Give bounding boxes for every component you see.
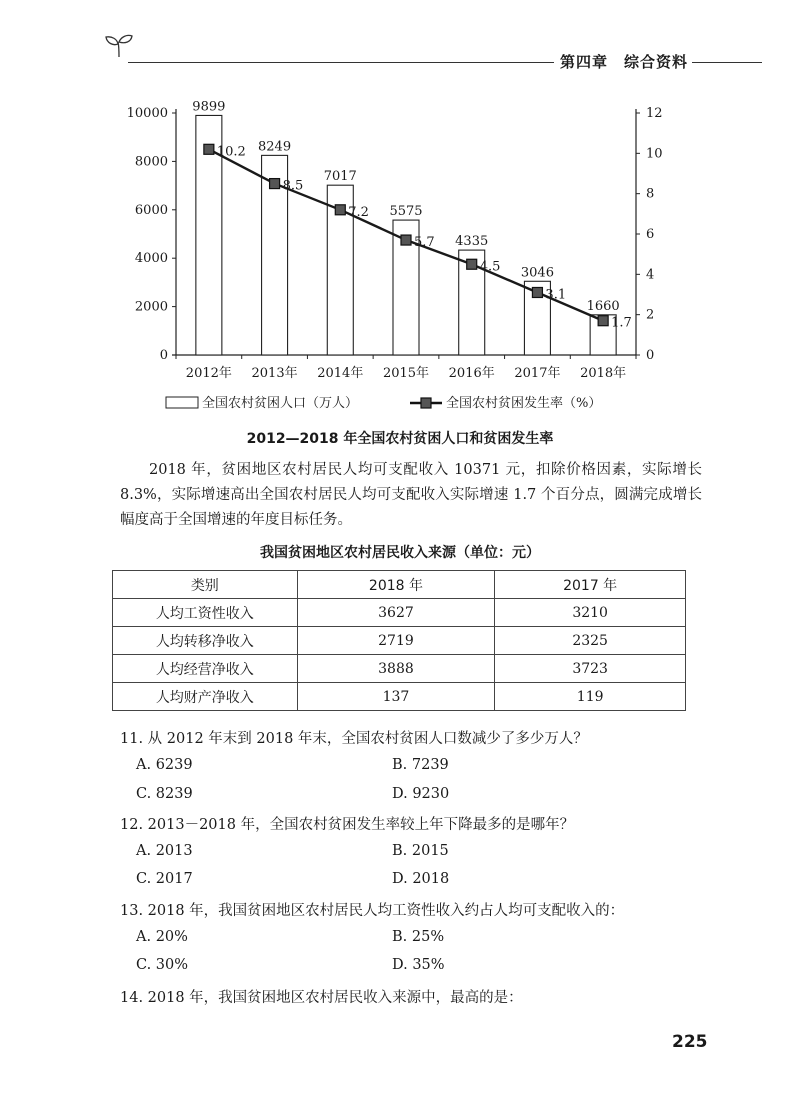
rate-marker [532,287,542,297]
right-tick-label: 2 [646,307,655,323]
rate-marker [467,259,477,269]
page-header [0,0,800,80]
right-tick-label: 6 [646,227,655,242]
legend-bar-label: 全国农村贫困人口（万人） [202,396,359,411]
bar-value-label: 4335 [455,234,489,250]
bar-value-label: 8249 [258,139,292,155]
table-header-cell: 2017 年 [495,571,686,599]
legend-bar-swatch [166,397,198,408]
chapter-title: 第四章 综合资料 [560,53,689,71]
table-row [113,627,686,655]
x-tick-label: 2014年 [317,366,364,381]
bar-value-label: 1660 [586,298,620,314]
table-header-cell: 类别 [113,571,298,599]
question-12-option-b: B. 2015 [392,843,449,859]
table-row [113,599,686,627]
poverty-chart [110,95,663,425]
question-11-option-c: C. 8239 [136,786,193,802]
table-cell: 3210 [495,599,686,627]
table-header-cell: 2018 年 [297,571,495,599]
sprout-icon [104,32,134,58]
x-tick-label: 2013年 [251,366,298,381]
x-tick-label: 2018年 [580,366,627,381]
table-cell: 人均财产净收入 [113,683,298,711]
question-13: 13. 2018 年，我国贫困地区农村居民人均工资性收入约占人均可支配收入的： [120,903,625,919]
question-13-option-d: D. 35% [392,957,445,973]
bar-value-label: 3046 [520,265,554,281]
rate-marker [270,179,280,189]
right-tick-label: 4 [646,267,655,283]
table-row [113,683,686,711]
rate-value-label: 3.1 [545,287,567,303]
legend-line-label: 全国农村贫困发生率（%） [446,396,602,411]
left-tick-label: 6000 [134,202,168,218]
table-cell: 119 [495,683,686,711]
income-table [112,570,686,711]
left-tick-label: 0 [159,348,168,363]
rate-value-label: 1.7 [611,315,632,331]
bar-value-label: 9899 [192,99,226,115]
x-tick-label: 2012年 [185,366,232,381]
table-cell: 3627 [297,599,495,627]
right-tick-label: 0 [646,348,655,363]
table-header-row [113,571,686,599]
rate-marker [401,235,411,245]
x-tick-label: 2016年 [448,366,495,381]
table-cell: 3723 [495,655,686,683]
table-cell: 人均工资性收入 [113,599,298,627]
question-12-option-d: D. 2018 [392,871,450,887]
question-13-option-c: C. 30% [136,957,189,973]
left-tick-label: 2000 [134,299,168,315]
table-row [113,655,686,683]
question-12-option-c: C. 2017 [136,871,193,887]
body-paragraph: 2018 年，贫困地区农村居民人均可支配收入 10371 元，扣除价格因素，实际增长 8.3%，实际增速高出全国农村居民人均可支配收入实际增速 1.7 个百分点，圆满完成增长幅度高于全国增速的年度目标任务。 [120,462,702,528]
rate-marker [598,316,608,326]
page-number: 225 [672,1032,708,1052]
x-tick-label: 2015年 [382,366,430,381]
question-11-option-d: D. 9230 [392,786,450,802]
question-12: 12. 2013－2018 年，全国农村贫困发生率较上年下降最多的是哪年？ [120,817,575,833]
table-cell: 2325 [495,627,686,655]
rate-value-label: 4.5 [479,259,501,275]
chart-title: 2012—2018 年全国农村贫困人口和贫困发生率 [246,431,554,447]
question-13-option-a: A. 20% [136,929,188,945]
table-title: 我国贫困地区农村居民收入来源（单位：元） [260,545,540,561]
left-tick-label: 8000 [134,154,168,170]
x-tick-label: 2017年 [514,366,561,381]
question-11: 11. 从 2012 年末到 2018 年末，全国农村贫困人口数减少了多少万人？ [120,731,588,747]
right-tick-label: 10 [646,146,663,162]
left-tick-label: 10000 [126,106,168,121]
question-14: 14. 2018 年，我国贫困地区农村居民收入来源中，最高的是： [120,990,523,1006]
rate-value-label: 7.2 [348,204,369,220]
legend-line-marker [421,398,431,408]
rate-value-label: 8.5 [282,178,304,194]
bar-value-label: 7017 [323,169,357,185]
table-cell: 人均经营净收入 [113,655,298,683]
table-cell: 2719 [297,627,495,655]
rate-marker [335,205,345,215]
rate-marker [204,144,214,154]
table-cell: 人均转移净收入 [113,627,298,655]
right-tick-label: 12 [646,106,663,121]
rate-value-label: 10.2 [216,144,246,160]
question-13-option-b: B. 25% [392,929,445,945]
header-rule-right [692,62,762,63]
question-12-option-a: A. 2013 [136,843,193,859]
table-cell: 137 [297,683,495,711]
question-11-option-b: B. 7239 [392,757,449,773]
header-rule-left [128,62,554,63]
table-cell: 3888 [297,655,495,683]
question-11-option-a: A. 6239 [136,757,193,773]
left-tick-label: 4000 [134,251,168,267]
rate-value-label: 5.7 [414,235,435,251]
bar-value-label: 5575 [389,204,423,220]
right-tick-label: 8 [646,186,655,202]
